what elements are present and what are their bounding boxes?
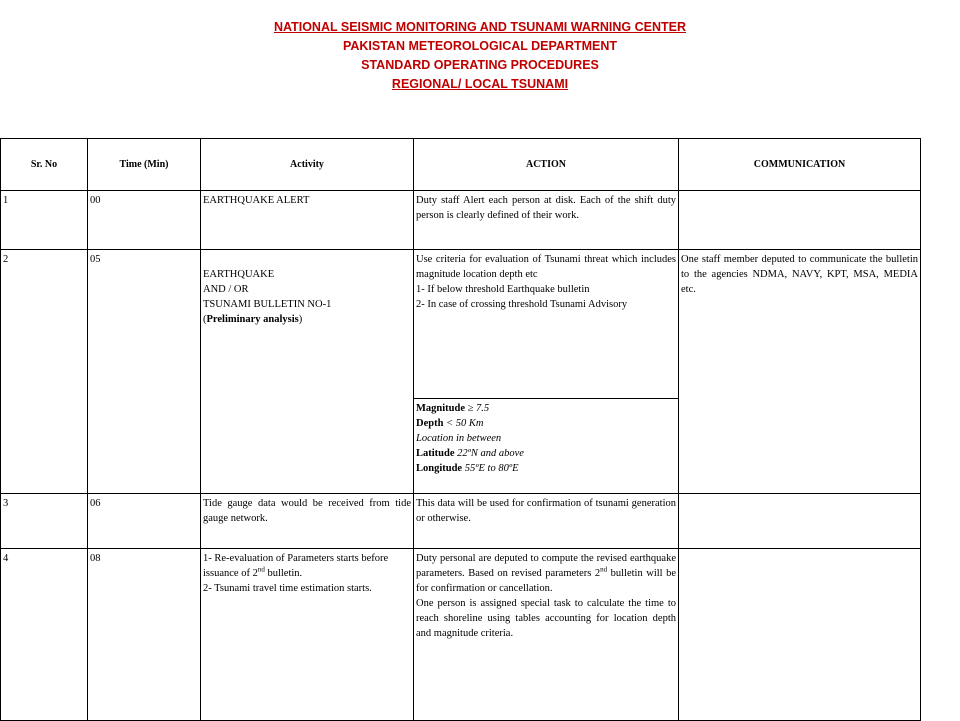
document-header: [0, 18, 960, 94]
cell-time: 00: [88, 191, 201, 250]
action-paragraph: Use criteria for evaluation of Tsunami threat which includes magnitude location depth etc: [416, 254, 676, 280]
cell-action: [414, 250, 679, 399]
criteria-magnitude: Magnitude ≥ 7.5: [416, 403, 490, 414]
activity-paragraph: 2- Tsunami travel time estimation starts.: [203, 583, 372, 594]
cell-sr-no: 2: [1, 250, 88, 494]
cell-communication: [679, 494, 921, 549]
cell-time: 08: [88, 549, 201, 721]
cell-criteria: [414, 399, 679, 494]
column-header-activity: Activity: [201, 139, 414, 191]
cell-communication: [679, 191, 921, 250]
action-paragraph: 1- If below threshold Earthquake bulletin: [416, 284, 590, 295]
action-paragraph: Duty personal are deputed to compute the revised earthquake parameters. Based on revised parameters 2nd bulletin will be for confirmation or cancellation.: [416, 553, 677, 594]
cell-communication: [679, 549, 921, 721]
criteria-latitude: Latitude 22ºN and above: [416, 448, 524, 459]
table-row: [1, 549, 921, 721]
column-header-sr-no: Sr. No: [1, 139, 88, 191]
cell-activity: [201, 549, 414, 721]
criteria-longitude: Longitude 55ºE to 80ºE: [416, 463, 519, 474]
preliminary-analysis-text: Preliminary analysis: [206, 314, 299, 325]
activity-line: EARTHQUAKE: [203, 269, 275, 280]
cell-activity: [201, 250, 414, 494]
cell-action: [414, 549, 679, 721]
table-row: [1, 191, 921, 250]
cell-action: This data will be used for confirmation of tsunami generation or otherwise.: [414, 494, 679, 549]
cell-sr-no: 1: [1, 191, 88, 250]
table-header-row: [1, 139, 921, 191]
cell-sr-no: 3: [1, 494, 88, 549]
criteria-location: Location in between: [416, 433, 502, 444]
cell-sr-no: 4: [1, 549, 88, 721]
header-department: PAKISTAN METEOROLOGICAL DEPARTMENT: [342, 39, 618, 53]
activity-line: TSUNAMI BULLETIN NO-1: [203, 299, 332, 310]
criteria-depth: Depth < 50 Km: [416, 418, 484, 429]
action-paragraph: 2- In case of crossing threshold Tsunami Advisory: [416, 299, 628, 310]
activity-line: AND / OR: [203, 284, 249, 295]
table-row: [1, 250, 921, 399]
activity-paragraph: 1- Re-evaluation of Parameters starts before issuance of 2nd bulletin.: [203, 553, 389, 579]
cell-communication: One staff member deputed to communicate the bulletin to the agencies NDMA, NAVY, KPT, MSA, MEDIA etc.: [679, 250, 921, 494]
cell-action: Duty staff Alert each person at disk. Each of the shift duty person is clearly defined of their work.: [414, 191, 679, 250]
sop-table: [0, 138, 921, 721]
activity-line: (Preliminary analysis): [203, 314, 303, 325]
action-paragraph: One person is assigned special task to calculate the time to reach shoreline using tables accounting for location depth and magnitude criteria.: [416, 598, 676, 639]
header-subtitle: REGIONAL/ LOCAL TSUNAMI: [391, 77, 569, 91]
header-center-name: NATIONAL SEISMIC MONITORING AND TSUNAMI WARNING CENTER: [273, 20, 687, 34]
header-sop-title: STANDARD OPERATING PROCEDURES: [361, 58, 599, 72]
cell-time: 06: [88, 494, 201, 549]
column-header-communication: COMMUNICATION: [679, 139, 921, 191]
cell-activity: Tide gauge data would be received from tide gauge network.: [201, 494, 414, 549]
cell-time: 05: [88, 250, 201, 494]
table-row: [1, 494, 921, 549]
column-header-action: ACTION: [414, 139, 679, 191]
cell-activity: EARTHQUAKE ALERT: [201, 191, 414, 250]
column-header-time: Time (Min): [88, 139, 201, 191]
